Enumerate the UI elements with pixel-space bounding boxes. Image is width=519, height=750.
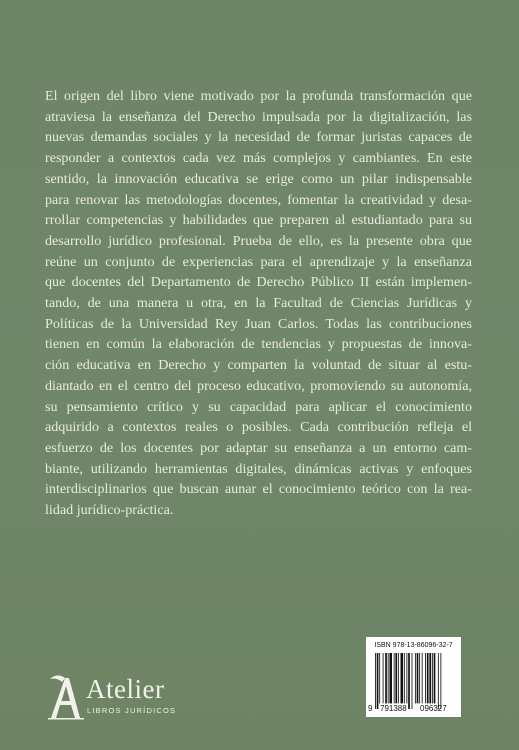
blurb-line: biante, utilizando herramientas digitales, dinámicas activas y enfoques bbox=[45, 460, 472, 477]
blurb-line: que docentes del Departamento de Derecho Público II están implemen- bbox=[45, 274, 472, 291]
barcode-bar bbox=[408, 653, 410, 709]
barcode-bar bbox=[412, 653, 413, 709]
blurb-line: Políticas de la Universidad Rey Juan Carlos. Todas las contribuciones bbox=[45, 315, 472, 332]
blurb-line: tienen en común la elaboración de tendencias y propuestas de innova- bbox=[45, 336, 472, 353]
blurb-line: ción educativa en Derecho y comparten la voluntad de situar al estu- bbox=[45, 357, 472, 374]
blurb-line: diantado en el centro del proceso educativo, promoviendo su autonomía, bbox=[45, 377, 472, 394]
blurb-line: para renovar las metodologías docentes, fomentar la creatividad y desa- bbox=[45, 191, 472, 208]
blurb-line: esfuerzo de los docentes por adaptar su enseñanza a un entorno cam- bbox=[45, 439, 472, 456]
barcode-bar bbox=[429, 653, 431, 703]
barcode-bar bbox=[438, 653, 439, 709]
publisher-tagline: LIBROS JURÍDICOS bbox=[87, 706, 177, 715]
blurb-line: responder a contextos cada vez más complejos y cambiantes. En este bbox=[45, 150, 472, 167]
barcode-bar bbox=[388, 653, 389, 703]
barcode-bar bbox=[389, 653, 392, 703]
publisher-name: Atelier bbox=[86, 674, 165, 704]
blurb-line: atraviesa la enseñanza del Derecho impulsada por la digitalización, las bbox=[45, 108, 472, 125]
barcode-bar bbox=[427, 653, 429, 703]
blurb-line: adquirido a contextos reales o posibles. Cada contribución refleja el bbox=[45, 419, 472, 436]
barcode-digits-right: 096327 bbox=[420, 704, 447, 713]
barcode-bar bbox=[406, 653, 407, 703]
back-cover-blurb bbox=[45, 86, 472, 521]
barcode-bar bbox=[395, 653, 397, 703]
blurb-line: nuevas demandas sociales y la necesidad de formar juristas capaces de bbox=[45, 129, 472, 146]
blurb-line: lidad jurídico-práctica. bbox=[45, 502, 174, 519]
barcode-bar bbox=[377, 653, 379, 709]
barcode-bar bbox=[398, 653, 399, 703]
barcode-bar bbox=[375, 653, 376, 709]
barcode-bar bbox=[379, 653, 380, 703]
blurb-line: sentido, la innovación educativa se erige como un pilar indispensable bbox=[45, 170, 472, 187]
barcode-digit-first: 9 bbox=[368, 704, 373, 713]
barcode-digits-left: 791388 bbox=[380, 704, 407, 713]
barcode-bar bbox=[383, 653, 384, 703]
blurb-line: reúne un conjunto de experiencias para el aprendizaje y la enseñanza bbox=[45, 253, 472, 270]
barcode-bar bbox=[417, 653, 419, 703]
blurb-line: El origen del libro viene motivado por la profunda transformación que bbox=[45, 88, 472, 104]
barcode-bar bbox=[419, 653, 420, 703]
blurb-line: su pensamiento crítico y su capacidad para aplicar el conocimiento bbox=[45, 398, 472, 415]
blurb-line: tando, de una manera u otra, en la Facultad de Ciencias Jurídicas y bbox=[45, 295, 472, 312]
barcode-bar bbox=[394, 653, 395, 703]
blurb-line: desarrollo jurídico profesional. Prueba de ello, es la presente obra que bbox=[45, 232, 472, 249]
blurb-line: rrollar competencias y habilidades que preparen al estudiantado para su bbox=[45, 212, 472, 229]
atelier-quill-a-icon bbox=[46, 672, 86, 720]
isbn-barcode bbox=[366, 637, 461, 717]
blurb-line: interdisciplinarios que buscan aunar el conocimiento teórico con la rea- bbox=[45, 481, 472, 498]
barcode-bar bbox=[401, 653, 404, 703]
isbn-label: ISBN 978-13-86096-32-7 bbox=[374, 642, 453, 649]
barcode-bar bbox=[434, 653, 436, 703]
barcode-bar bbox=[425, 653, 426, 703]
barcode-bar bbox=[422, 653, 423, 703]
barcode-bar bbox=[415, 653, 416, 703]
barcode-bar bbox=[440, 653, 441, 709]
barcode-bar bbox=[404, 653, 405, 703]
barcode-bars bbox=[373, 653, 459, 709]
barcode-bar bbox=[432, 653, 433, 703]
barcode-bar bbox=[385, 653, 387, 703]
publisher-logo bbox=[46, 672, 196, 722]
